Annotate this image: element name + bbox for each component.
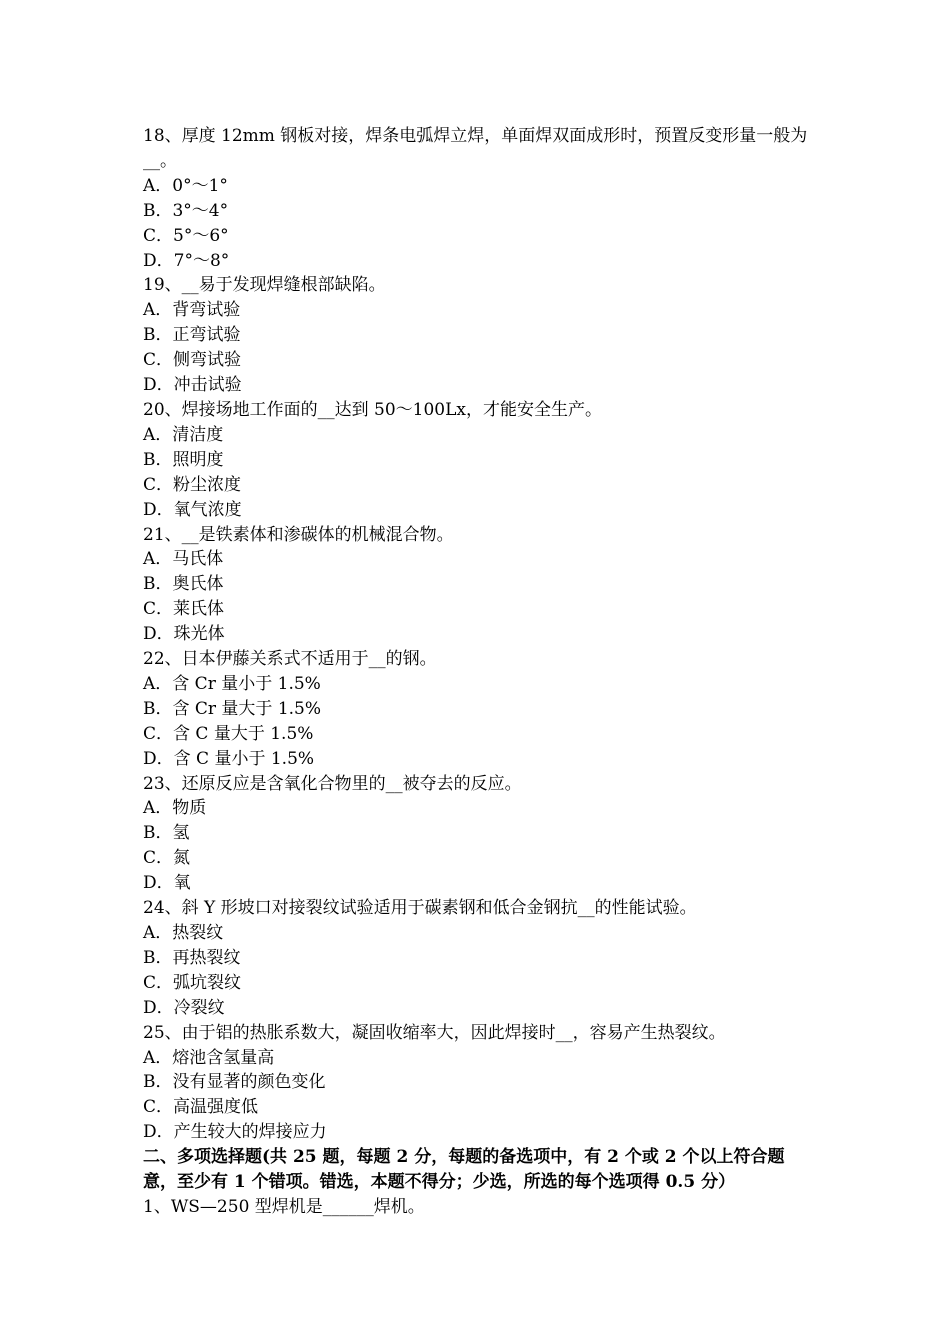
option-b: B．3°～4° — [143, 200, 229, 221]
option-b: B．正弯试验 — [143, 325, 241, 346]
option-b: B．没有显著的颜色变化 — [143, 1072, 326, 1093]
question-19 — [143, 273, 811, 398]
section-heading: 二、多项选择题(共 25 题，每题 2 分，每题的备选项中，有 2 个或 2 个以上符合题意，至少有 1 个错项。错选，本题不得分；少选，所选的每个选项得 0.5 分） — [143, 1147, 785, 1193]
option-a: A．含 Cr 量小于 1.5% — [143, 673, 321, 694]
option-d: D．氧气浓度 — [143, 499, 242, 520]
option-a: A．背弯试验 — [143, 300, 241, 321]
option-c: C．弧坑裂纹 — [143, 972, 242, 993]
option-d: D．冷裂纹 — [143, 997, 225, 1018]
option-d: D．含 C 量小于 1.5% — [143, 748, 315, 769]
option-d: D．氧 — [143, 873, 191, 894]
question-20 — [143, 398, 811, 523]
question-stem: 21、__是铁素体和渗碳体的机械混合物。 — [143, 524, 454, 545]
question-stem: 1、WS—250 型焊机是______焊机。 — [143, 1196, 425, 1217]
option-d: D．冲击试验 — [143, 375, 242, 396]
option-a: A．熔池含氢量高 — [143, 1047, 275, 1068]
question-18 — [143, 124, 811, 273]
question-stem: 18、厚度 12mm 钢板对接，焊条电弧焊立焊，单面焊双面成形时，预置反变形量一般为__。 — [143, 126, 808, 171]
option-b: B．照明度 — [143, 449, 224, 470]
option-d: D．珠光体 — [143, 624, 225, 645]
option-b: B．氢 — [143, 823, 190, 844]
option-b: B．奥氏体 — [143, 574, 224, 595]
option-c: C．氮 — [143, 848, 191, 869]
question-stem: 19、__易于发现焊缝根部缺陷。 — [143, 275, 386, 296]
question-stem: 24、斜 Y 形坡口对接裂纹试验适用于碳素钢和低合金钢抗__的性能试验。 — [143, 898, 697, 919]
option-a: A．热裂纹 — [143, 923, 224, 943]
option-c: C．5°～6° — [143, 225, 229, 246]
option-d: D．7°～8° — [143, 250, 230, 271]
option-d: D．产生较大的焊接应力 — [143, 1122, 327, 1143]
question-23 — [143, 772, 811, 897]
option-b: B．再热裂纹 — [143, 947, 241, 968]
document-page — [143, 124, 811, 1220]
option-a: A．0°～1° — [143, 175, 228, 196]
question-25 — [143, 1021, 811, 1146]
question-stem: 23、还原反应是含氧化合物里的__被夺去的反应。 — [143, 773, 522, 794]
question-21 — [143, 523, 811, 648]
question-stem: 20、焊接场地工作面的__达到 50～100Lx，才能安全生产。 — [143, 399, 602, 420]
option-c: C．莱氏体 — [143, 599, 225, 620]
question-stem: 22、日本伊藤关系式不适用于__的钢。 — [143, 649, 437, 670]
option-a: A．物质 — [143, 798, 207, 819]
option-c: C．含 C 量大于 1.5% — [143, 723, 314, 744]
option-c: C．高温强度低 — [143, 1097, 259, 1118]
option-b: B．含 Cr 量大于 1.5% — [143, 698, 322, 719]
option-c: C．粉尘浓度 — [143, 474, 242, 495]
option-c: C．侧弯试验 — [143, 350, 242, 371]
option-a: A．清洁度 — [143, 424, 224, 445]
question-24 — [143, 896, 811, 1021]
question-stem: 25、由于铝的热胀系数大，凝固收缩率大，因此焊接时__，容易产生热裂纹。 — [143, 1022, 726, 1043]
option-a: A．马氏体 — [143, 549, 224, 570]
question-22 — [143, 647, 811, 772]
